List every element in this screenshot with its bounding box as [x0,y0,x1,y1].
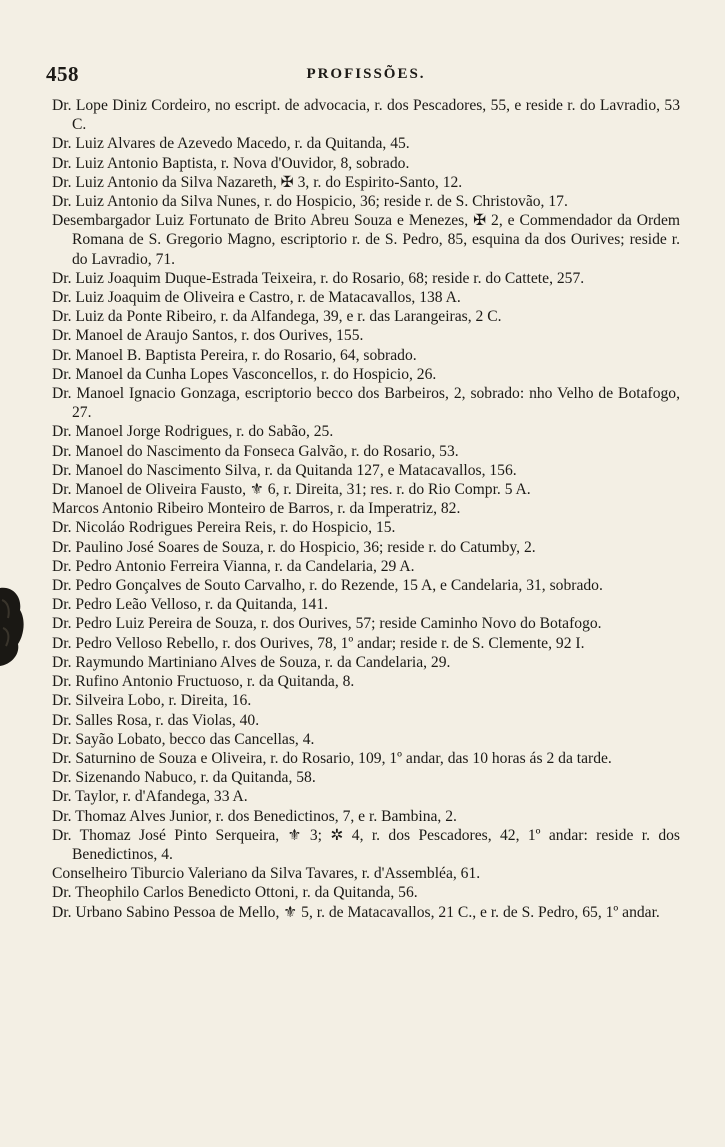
entry: Dr. Manoel da Cunha Lopes Vasconcellos, r. do Hospicio, 26. [52,365,437,383]
ink-blot-mark [0,580,30,670]
entry: Marcos Antonio Ribeiro Monteiro de Barros, r. da Imperatriz, 82. [52,500,461,518]
entry: Dr. Salles Rosa, r. das Violas, 40. [52,711,260,729]
entry: Dr. Pedro Antonio Ferreira Vianna, r. da Candelaria, 29 A. [52,557,415,575]
entry: Dr. Manoel do Nascimento da Fonseca Galvão, r. do Rosario, 53. [52,442,459,460]
entry: Dr. Pedro Velloso Rebello, r. dos Ourives, 78, 1º andar; reside r. de S. Clemente, 92 I. [52,634,585,652]
entry: Dr. Theophilo Carlos Benedicto Ottoni, r. da Quitanda, 56. [52,884,418,902]
entry: Conselheiro Tiburcio Valeriano da Silva Tavares, r. d'Assembléa, 61. [52,865,481,883]
entry: Dr. Manoel Ignacio Gonzaga, escriptorio becco dos Barbeiros, 2, sobrado: nho Velho de Botafogo, 27. [52,385,680,422]
entry: Dr. Luiz Joaquim de Oliveira e Castro, r. de Matacavallos, 138 A. [52,289,461,307]
entry: Dr. Luiz Antonio da Silva Nazareth, ✠ 3, r. do Espirito-Santo, 12. [52,173,463,191]
entry: Dr. Taylor, r. d'Afandega, 33 A. [52,788,248,806]
page-header [46,62,686,90]
entry: Dr. Thomaz José Pinto Serqueira, ⚜ 3; ✲ 4, r. dos Pescadores, 42, 1º andar: reside r. dos Benedictinos, 4. [52,826,680,863]
entry: Dr. Raymundo Martiniano Alves de Souza, r. da Candelaria, 29. [52,653,451,671]
entry: Dr. Luiz da Ponte Ribeiro, r. da Alfandega, 39, e r. das Larangeiras, 2 C. [52,308,502,326]
entry: Dr. Manoel do Nascimento Silva, r. da Quitanda 127, e Matacavallos, 156. [52,461,517,479]
entry: Dr. Manoel de Oliveira Fausto, ⚜ 6, r. Direita, 31; res. r. do Rio Compr. 5 A. [52,481,531,499]
entry: Dr. Sayão Lobato, becco das Cancellas, 4. [52,730,315,748]
entry: Dr. Luiz Alvares de Azevedo Macedo, r. da Quitanda, 45. [52,135,410,153]
entry: Dr. Lope Diniz Cordeiro, no escript. de advocacia, r. dos Pescadores, 55, e reside r. do Lavradio, 53 C. [52,97,680,134]
entry: Dr. Pedro Luiz Pereira de Souza, r. dos Ourives, 57; reside Caminho Novo do Botafogo. [52,615,602,633]
entry: Dr. Nicoláo Rodrigues Pereira Reis, r. do Hospicio, 15. [52,519,396,537]
entry: Dr. Manoel de Araujo Santos, r. dos Ourives, 155. [52,327,364,345]
entry: Dr. Pedro Leão Velloso, r. da Quitanda, 141. [52,596,329,614]
entry: Dr. Luiz Antonio da Silva Nunes, r. do Hospicio, 36; reside r. de S. Christovão, 17. [52,193,568,211]
entry: Dr. Manoel Jorge Rodrigues, r. do Sabão, 25. [52,423,334,441]
entry: Dr. Luiz Joaquim Duque-Estrada Teixeira, r. do Rosario, 68; reside r. do Cattete, 257. [52,269,585,287]
entry: Desembargador Luiz Fortunato de Brito Abreu Souza e Menezes, ✠ 2, e Commendador da Ordem Romana de S. Gregorio Magno, escriptorio r. de S. Pedro, 85, esquina da dos Ourives; reside r. do Lavradio, 71. [52,212,680,268]
entry: Dr. Pedro Gonçalves de Souto Carvalho, r. do Rezende, 15 A, e Candelaria, 31, sobrado. [52,577,603,595]
directory-entries [52,96,680,922]
entry: Dr. Paulino José Soares de Souza, r. do Hospicio, 36; reside r. do Catumby, 2. [52,538,536,556]
page-number: 458 [46,62,79,86]
entry: Dr. Thomaz Alves Junior, r. dos Benedictinos, 7, e r. Bambina, 2. [52,807,457,825]
entry: Dr. Manoel B. Baptista Pereira, r. do Rosario, 64, sobrado. [52,346,417,364]
running-title: PROFISSÕES. [306,66,426,82]
entry: Dr. Silveira Lobo, r. Direita, 16. [52,692,252,710]
entry: Dr. Rufino Antonio Fructuoso, r. da Quitanda, 8. [52,673,355,691]
entry: Dr. Sizenando Nabuco, r. da Quitanda, 58. [52,769,316,787]
entry: Dr. Urbano Sabino Pessoa de Mello, ⚜ 5, r. de Matacavallos, 21 C., e r. de S. Pedro, 65, 1º andar. [52,903,660,921]
entry: Dr. Saturnino de Souza e Oliveira, r. do Rosario, 109, 1º andar, das 10 horas ás 2 da tarde. [52,749,612,767]
entry: Dr. Luiz Antonio Baptista, r. Nova d'Ouvidor, 8, sobrado. [52,154,410,172]
